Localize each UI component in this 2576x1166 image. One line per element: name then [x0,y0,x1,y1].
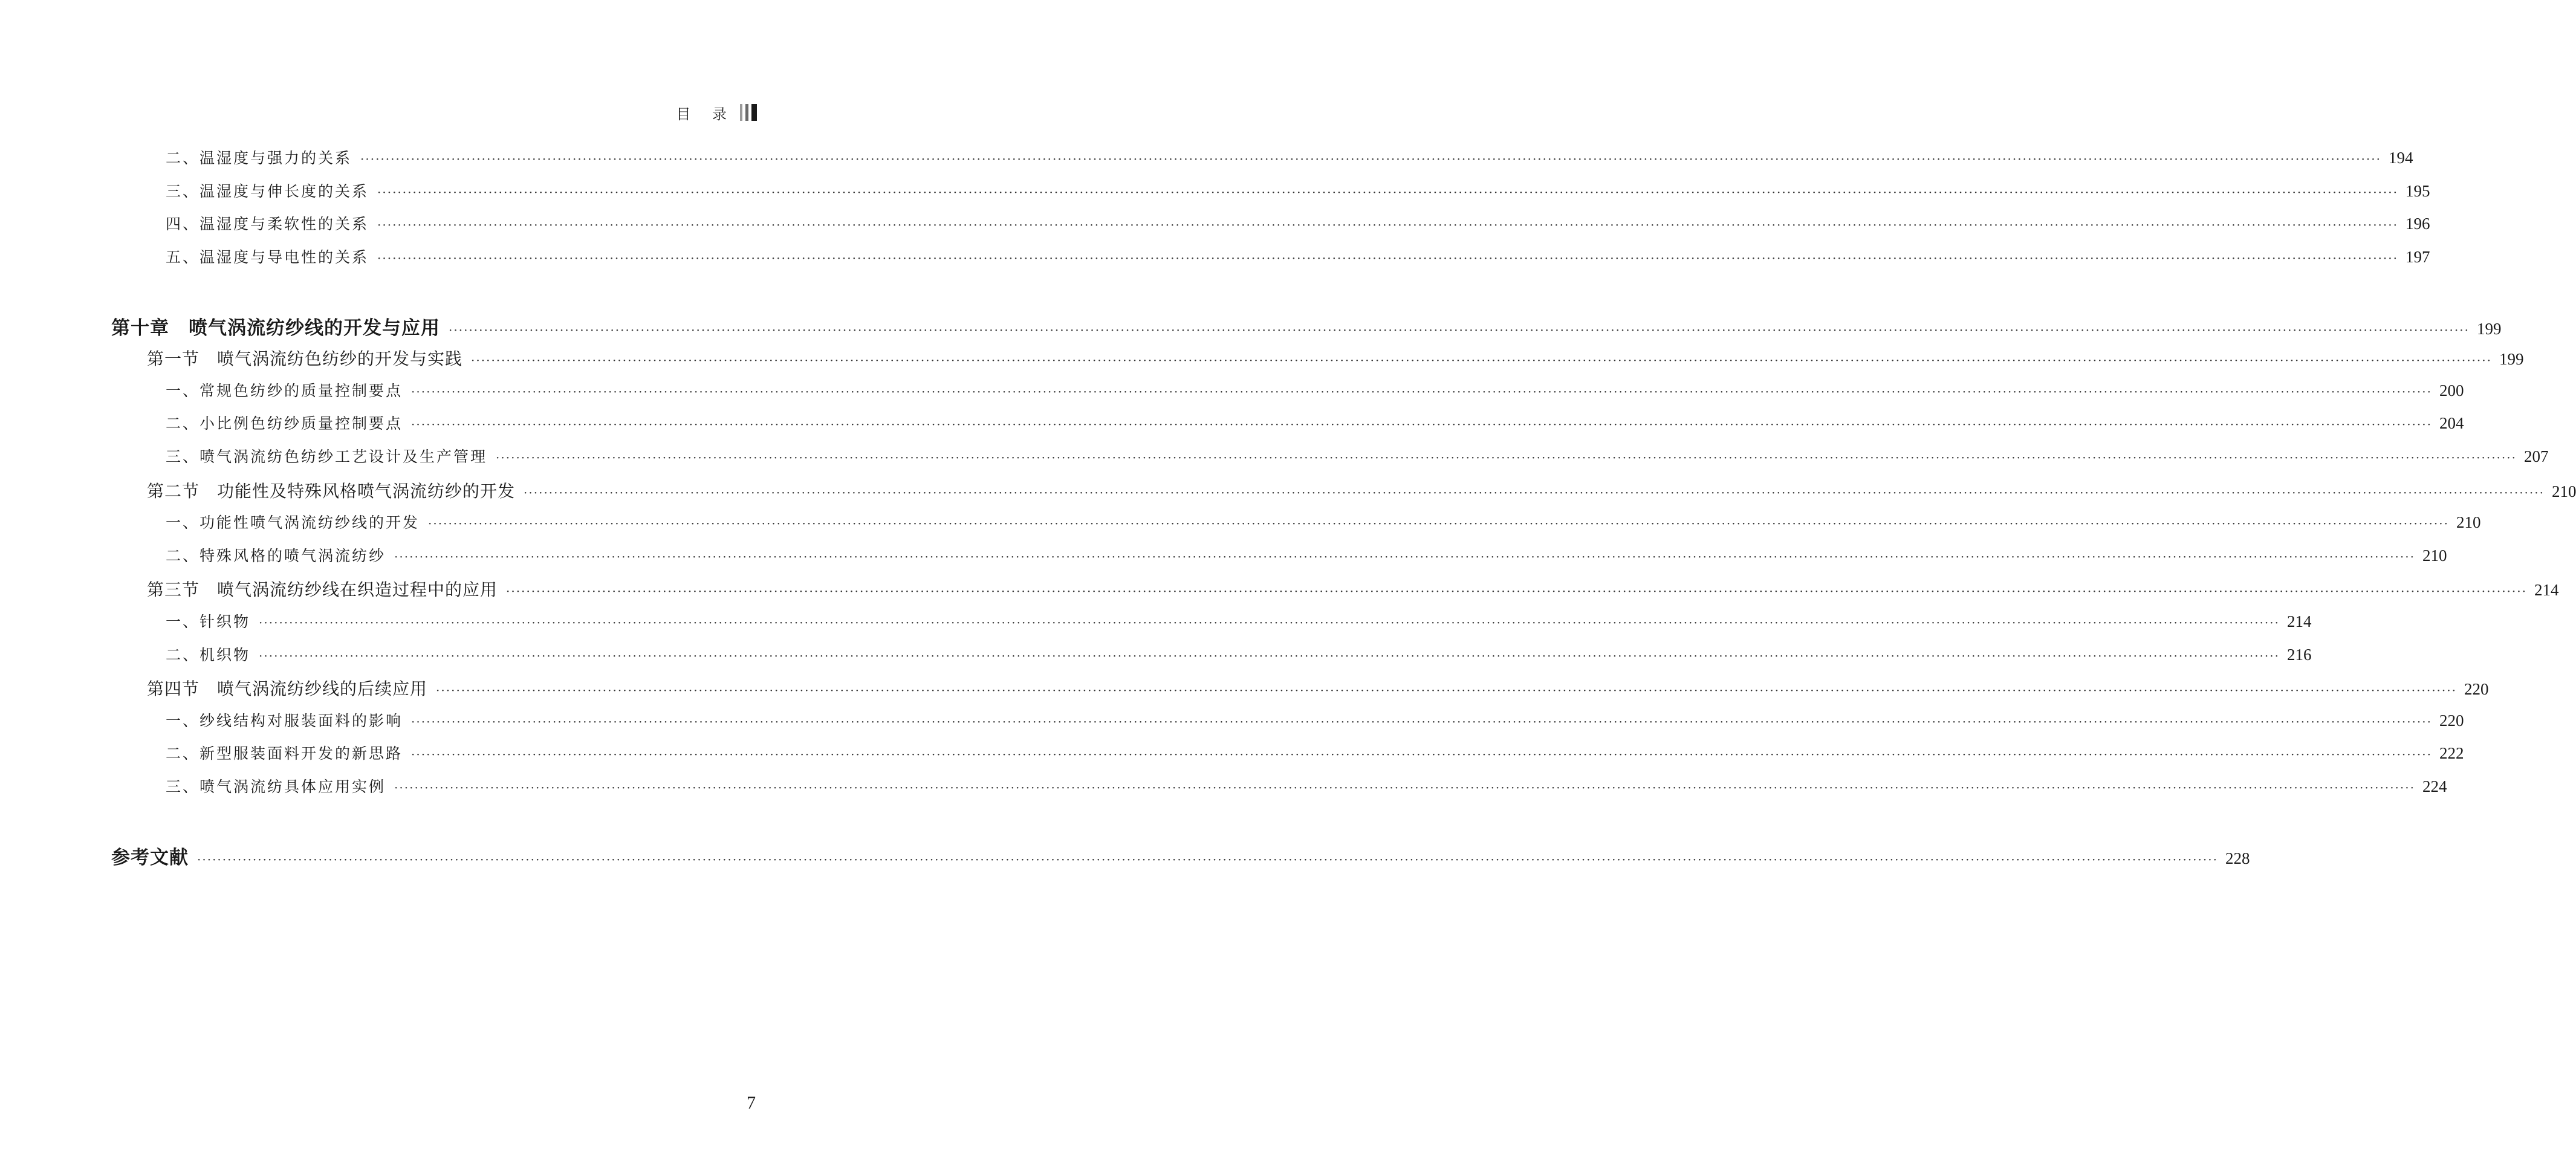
dot-leader: ················································································································································································································································································································································································································ [394,549,2415,564]
toc-entry-title: 第四节 喷气涡流纺纱线的后续应用 [147,679,428,699]
toc-entry-item [166,212,2430,234]
toc-entry-item [166,610,2312,632]
toc-entry-item [166,775,2447,797]
toc-entry-item [166,511,2481,533]
dot-leader: ················································································································································································································································································································································································································ [449,323,2470,337]
toc-entry-item [166,146,2413,168]
toc-entry-title: 第一节 喷气涡流纺色纺纱的开发与实践 [147,349,463,369]
toc-entry-item [166,544,2447,566]
toc-entry-chapter [111,842,2250,869]
toc-entry-page: 224 [2422,777,2447,795]
toc-entry-page: 204 [2439,414,2464,432]
toc-entry-item [166,245,2430,267]
dot-leader: ················································································································································································································································································································································································································ [471,353,2492,368]
toc-entry-page: 207 [2523,447,2549,465]
toc-entry-item [166,180,2430,201]
toc-entry-page: 214 [2534,581,2559,599]
toc-entry-title: 第三节 喷气涡流纺纱线在织造过程中的应用 [147,580,498,600]
dot-leader: ················································································································································································································································································································································································································ [411,384,2432,399]
dot-leader: ················································································································································································································································································································································································································ [496,450,2517,465]
toc-entry-page: 199 [2499,350,2524,368]
toc-entry-page: 216 [2286,646,2312,664]
toc-entry-title: 五、温湿度与导电性的关系 [166,248,369,266]
toc-entry-title: 三、喷气涡流纺色纺纱工艺设计及生产管理 [166,448,488,465]
dot-leader: ················································································································································································································································································································································································································ [259,615,2280,630]
toc-entry-page: 228 [2225,849,2250,867]
toc-entry-title: 一、针织物 [166,613,251,630]
dot-leader: ················································································································································································································································································································································································································ [524,485,2545,500]
toc-entry-title: 二、小比例色纺纱质量控制要点 [166,415,403,432]
toc-entry-page: 222 [2439,744,2464,762]
toc-entry-page: 195 [2405,182,2430,200]
dot-leader: ················································································································································································································································································································································································································ [428,516,2449,531]
page-number: 7 [747,1093,756,1113]
toc-entry-title: 二、新型服装面料开发的新思路 [166,745,403,762]
toc-entry-title: 第二节 功能性及特殊风格喷气涡流纺纱的开发 [147,481,516,501]
toc-entry-title: 第十章 喷气涡流纺纱线的开发与应用 [111,317,440,339]
toc-entry-title: 一、常规色纺纱的质量控制要点 [166,382,403,400]
toc-entry-section [147,676,2489,700]
toc-entry-title: 一、功能性喷气涡流纺纱线的开发 [166,514,420,531]
dot-leader: ················································································································································································································································································································································································································ [197,852,2218,867]
header-title: 目 录 [676,105,735,123]
dot-leader: ················································································································································································································································································································································································································ [411,417,2432,432]
dot-leader: ················································································································································································································································································································································································································ [259,649,2280,663]
toc-entry-title: 四、温湿度与柔软性的关系 [166,215,369,233]
toc-entry-page: 210 [2456,513,2481,531]
dot-leader: ················································································································································································································································································································································································································ [394,780,2415,795]
toc-entry-page: 196 [2405,215,2430,233]
toc-entry-page: 220 [2439,711,2464,730]
running-header [676,100,757,125]
toc-entry-page: 214 [2286,612,2312,630]
dot-leader: ················································································································································································································································································································································································································ [360,152,2381,166]
toc-entry-page: 199 [2476,320,2502,338]
toc-entry-item [166,445,2549,467]
header-bars-ornament [740,104,757,121]
toc-entry-page: 220 [2464,680,2489,698]
dot-leader: ················································································································································································································································································································································································································ [377,185,2398,199]
dot-leader: ················································································································································································································································································································································································································ [411,747,2432,762]
toc-entry-title: 二、机织物 [166,646,251,664]
toc-entry-item [166,379,2464,401]
dot-leader: ················································································································································································································································································································································································································ [506,584,2527,598]
toc-entry-page: 194 [2388,149,2413,167]
toc-entry-item [166,742,2464,763]
toc-entry-title: 三、喷气涡流纺具体应用实例 [166,778,386,795]
toc-entry-title: 二、温湿度与强力的关系 [166,149,352,167]
toc-entry-page: 197 [2405,248,2430,266]
dot-leader: ················································································································································································································································································································································································································ [377,218,2398,232]
toc-entry-section [147,478,2576,502]
toc-entry-section [147,577,2559,601]
toc-entry-title: 二、特殊风格的喷气涡流纺纱 [166,547,386,565]
toc-entry-title: 参考文献 [111,847,189,869]
toc-entry-chapter [111,313,2502,340]
dot-leader: ················································································································································································································································································································································································································ [436,683,2457,698]
dot-leader: ················································································································································································································································································································································································································ [377,251,2398,265]
toc-entry-item [166,709,2464,731]
toc-entry-page: 200 [2439,381,2464,400]
toc-entry-item [166,643,2312,665]
toc-entry-title: 一、纱线结构对服装面料的影响 [166,712,403,730]
dot-leader: ················································································································································································································································································································································································································ [411,714,2432,729]
toc-entry-page: 210 [2422,546,2447,565]
toc-entry-title: 三、温湿度与伸长度的关系 [166,183,369,200]
toc-entry-page: 210 [2551,482,2576,500]
toc-entry-section [147,346,2524,370]
toc-entry-item [166,412,2464,433]
